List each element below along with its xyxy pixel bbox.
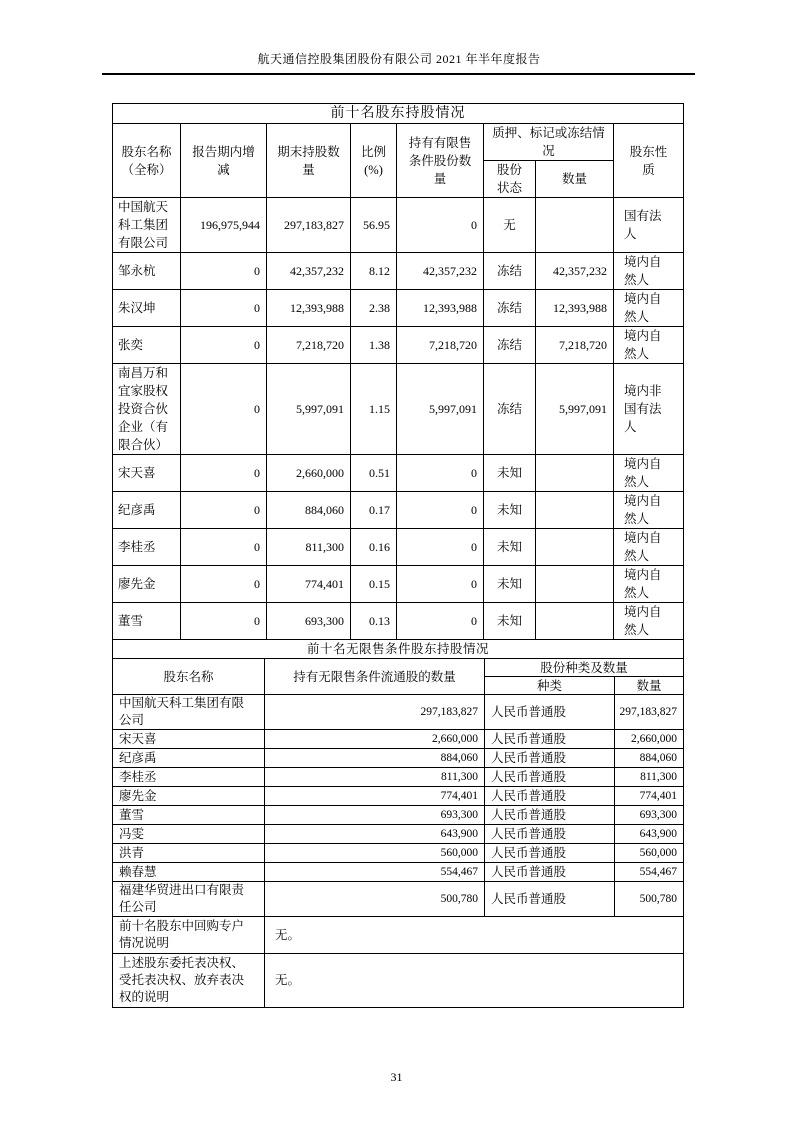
cell-end-holdings: 811,300 (267, 529, 351, 566)
cell-end-holdings: 297,183,827 (267, 198, 351, 253)
table-row (113, 695, 684, 730)
table-row (113, 863, 684, 882)
cell-shareholder-name: 朱汉坤 (113, 290, 181, 327)
cell-period-change: 0 (181, 529, 267, 566)
cell-shareholder-name: 中国航天科工集团有限公司 (113, 695, 265, 730)
table2-header-row-1 (113, 659, 684, 677)
cell-period-change: 0 (181, 253, 267, 290)
cell-shareholder-name: 宋天喜 (113, 730, 265, 749)
cell-shareholder-name: 冯雯 (113, 825, 265, 844)
cell-shareholder-nature: 境内自然人 (614, 529, 684, 566)
cell-shareholder-nature: 境内自然人 (614, 566, 684, 603)
table-row (113, 290, 684, 327)
cell-shareholder-name: 李桂丞 (113, 529, 181, 566)
cell-shareholder-name: 董雪 (113, 603, 181, 640)
cell-shareholder-name: 张奕 (113, 327, 181, 364)
cell-share-qty: 774,401 (615, 787, 684, 806)
note-value-repurchase: 无。 (265, 917, 684, 954)
cell-ratio: 0.51 (351, 455, 397, 492)
table1-header-row-1 (113, 124, 684, 161)
page-header-title: 航天通信控股集团股份有限公司 2021 年半年度报告 (257, 52, 541, 66)
col-header-restricted-shares: 持有有限售条件股份数量 (397, 124, 484, 198)
table2-body (113, 695, 684, 917)
cell-period-change: 0 (181, 566, 267, 603)
table-row (113, 327, 684, 364)
cell-share-qty: 2,660,000 (615, 730, 684, 749)
note-row-repurchase (113, 917, 684, 954)
cell-shareholder-name: 廖先金 (113, 787, 265, 806)
cell-end-holdings: 42,357,232 (267, 253, 351, 290)
table-row (113, 364, 684, 455)
table-row (113, 806, 684, 825)
table-row (113, 844, 684, 863)
col-header-shareholder-name: 股东名称 (113, 659, 265, 695)
table-row (113, 455, 684, 492)
cell-pledge-status: 未知 (484, 529, 536, 566)
cell-share-qty: 643,900 (615, 825, 684, 844)
table-row (113, 787, 684, 806)
table-row (113, 749, 684, 768)
cell-shareholder-name: 洪青 (113, 844, 265, 863)
cell-free-float-qty: 884,060 (265, 749, 485, 768)
cell-pledge-status: 冻结 (484, 290, 536, 327)
cell-share-qty: 560,000 (615, 844, 684, 863)
header-rule (102, 73, 695, 75)
cell-shareholder-name: 李桂丞 (113, 768, 265, 787)
cell-pledge-qty: 12,393,988 (536, 290, 614, 327)
cell-share-qty: 554,467 (615, 863, 684, 882)
col-header-pledge-group: 质押、标记或冻结情况 (484, 124, 614, 161)
table1-title: 前十名股东持股情况 (113, 104, 684, 124)
cell-pledge-status: 未知 (484, 566, 536, 603)
cell-restricted-shares: 0 (397, 455, 484, 492)
table-row (113, 768, 684, 787)
table-row (113, 492, 684, 529)
cell-ratio: 2.38 (351, 290, 397, 327)
cell-period-change: 0 (181, 455, 267, 492)
cell-share-type: 人民币普通股 (485, 825, 615, 844)
cell-shareholder-nature: 境内非国有法人 (614, 364, 684, 455)
cell-ratio: 56.95 (351, 198, 397, 253)
table-row (113, 603, 684, 640)
col-header-pledge-status: 股份状态 (484, 161, 536, 198)
cell-restricted-shares: 0 (397, 603, 484, 640)
cell-shareholder-nature: 国有法人 (614, 198, 684, 253)
cell-end-holdings: 5,997,091 (267, 364, 351, 455)
table1-body (113, 198, 684, 640)
shareholding-tables (112, 103, 684, 1008)
col-header-period-change: 报告期内增减 (181, 124, 267, 198)
cell-share-qty: 884,060 (615, 749, 684, 768)
col-header-free-float-qty: 持有无限售条件流通股的数量 (265, 659, 485, 695)
cell-pledge-status: 冻结 (484, 364, 536, 455)
cell-ratio: 0.13 (351, 603, 397, 640)
cell-end-holdings: 12,393,988 (267, 290, 351, 327)
cell-period-change: 0 (181, 290, 267, 327)
cell-share-type: 人民币普通股 (485, 844, 615, 863)
cell-restricted-shares: 0 (397, 198, 484, 253)
cell-period-change: 196,975,944 (181, 198, 267, 253)
cell-restricted-shares: 42,357,232 (397, 253, 484, 290)
cell-ratio: 8.12 (351, 253, 397, 290)
cell-period-change: 0 (181, 492, 267, 529)
table2-title-row (113, 640, 684, 659)
cell-ratio: 1.15 (351, 364, 397, 455)
cell-share-type: 人民币普通股 (485, 882, 615, 917)
table-row (113, 529, 684, 566)
cell-free-float-qty: 811,300 (265, 768, 485, 787)
cell-share-type: 人民币普通股 (485, 806, 615, 825)
cell-pledge-qty (536, 566, 614, 603)
cell-pledge-status: 冻结 (484, 327, 536, 364)
note-label-voting-rights: 上述股东委托表决权、受托表决权、放弃表决权的说明 (113, 954, 265, 1008)
note-row-voting-rights (113, 954, 684, 1008)
table-row (113, 825, 684, 844)
cell-end-holdings: 774,401 (267, 566, 351, 603)
table-row (113, 882, 684, 917)
cell-restricted-shares: 0 (397, 492, 484, 529)
cell-share-qty: 693,300 (615, 806, 684, 825)
cell-shareholder-name: 董雪 (113, 806, 265, 825)
cell-free-float-qty: 554,467 (265, 863, 485, 882)
cell-shareholder-nature: 境内自然人 (614, 253, 684, 290)
cell-end-holdings: 2,660,000 (267, 455, 351, 492)
cell-shareholder-name: 廖先金 (113, 566, 181, 603)
cell-share-type: 人民币普通股 (485, 749, 615, 768)
cell-pledge-qty (536, 492, 614, 529)
cell-restricted-shares: 0 (397, 529, 484, 566)
cell-pledge-status: 未知 (484, 603, 536, 640)
cell-free-float-qty: 2,660,000 (265, 730, 485, 749)
cell-ratio: 1.38 (351, 327, 397, 364)
unrestricted-shareholders-table (112, 639, 684, 1008)
cell-ratio: 0.15 (351, 566, 397, 603)
cell-pledge-status: 未知 (484, 492, 536, 529)
cell-share-qty: 811,300 (615, 768, 684, 787)
cell-restricted-shares: 7,218,720 (397, 327, 484, 364)
cell-pledge-qty: 5,997,091 (536, 364, 614, 455)
cell-end-holdings: 884,060 (267, 492, 351, 529)
col-header-end-holdings: 期末持股数量 (267, 124, 351, 198)
top-ten-shareholders-table (112, 103, 684, 640)
cell-shareholder-nature: 境内自然人 (614, 327, 684, 364)
page-number: 31 (390, 1070, 403, 1084)
cell-share-type: 人民币普通股 (485, 730, 615, 749)
cell-restricted-shares: 12,393,988 (397, 290, 484, 327)
cell-pledge-qty (536, 455, 614, 492)
cell-restricted-shares: 5,997,091 (397, 364, 484, 455)
col-header-share-qty: 数量 (615, 677, 684, 695)
cell-shareholder-name: 中国航天科工集团有限公司 (113, 198, 181, 253)
cell-shareholder-nature: 境内自然人 (614, 492, 684, 529)
cell-free-float-qty: 297,183,827 (265, 695, 485, 730)
cell-shareholder-name: 福建华贸进出口有限责任公司 (113, 882, 265, 917)
cell-shareholder-name: 纪彦禹 (113, 492, 181, 529)
cell-shareholder-name: 宋天喜 (113, 455, 181, 492)
cell-shareholder-name: 赖春慧 (113, 863, 265, 882)
table2-title: 前十名无限售条件股东持股情况 (113, 640, 684, 659)
cell-free-float-qty: 693,300 (265, 806, 485, 825)
cell-free-float-qty: 500,780 (265, 882, 485, 917)
cell-pledge-status: 未知 (484, 455, 536, 492)
table-row (113, 566, 684, 603)
cell-share-qty: 500,780 (615, 882, 684, 917)
cell-ratio: 0.16 (351, 529, 397, 566)
cell-shareholder-name: 邹永杭 (113, 253, 181, 290)
cell-share-type: 人民币普通股 (485, 695, 615, 730)
cell-pledge-qty: 7,218,720 (536, 327, 614, 364)
col-header-ratio: 比例(%) (351, 124, 397, 198)
cell-pledge-qty (536, 529, 614, 566)
col-header-shareholder-name: 股东名称（全称） (113, 124, 181, 198)
col-header-shareholder-nature: 股东性质 (614, 124, 684, 198)
cell-period-change: 0 (181, 603, 267, 640)
col-header-pledge-qty: 数量 (536, 161, 614, 198)
table1-title-row (113, 104, 684, 124)
cell-shareholder-nature: 境内自然人 (614, 455, 684, 492)
cell-restricted-shares: 0 (397, 566, 484, 603)
cell-pledge-status: 无 (484, 198, 536, 253)
cell-shareholder-name: 南昌万和宜家股权投资合伙企业（有限合伙） (113, 364, 181, 455)
cell-free-float-qty: 774,401 (265, 787, 485, 806)
cell-share-qty: 297,183,827 (615, 695, 684, 730)
cell-ratio: 0.17 (351, 492, 397, 529)
cell-free-float-qty: 643,900 (265, 825, 485, 844)
cell-share-type: 人民币普通股 (485, 787, 615, 806)
note-label-repurchase: 前十名股东中回购专户情况说明 (113, 917, 265, 954)
cell-pledge-status: 冻结 (484, 253, 536, 290)
cell-pledge-qty (536, 603, 614, 640)
cell-shareholder-name: 纪彦禹 (113, 749, 265, 768)
cell-shareholder-nature: 境内自然人 (614, 603, 684, 640)
col-header-share-type-group: 股份种类及数量 (485, 659, 684, 677)
table-row (113, 253, 684, 290)
cell-share-type: 人民币普通股 (485, 863, 615, 882)
cell-shareholder-nature: 境内自然人 (614, 290, 684, 327)
cell-pledge-qty (536, 198, 614, 253)
cell-pledge-qty: 42,357,232 (536, 253, 614, 290)
cell-end-holdings: 7,218,720 (267, 327, 351, 364)
table-row (113, 198, 684, 253)
cell-share-type: 人民币普通股 (485, 768, 615, 787)
col-header-share-type: 种类 (485, 677, 615, 695)
cell-end-holdings: 693,300 (267, 603, 351, 640)
cell-period-change: 0 (181, 364, 267, 455)
cell-free-float-qty: 560,000 (265, 844, 485, 863)
note-value-voting-rights: 无。 (265, 954, 684, 1008)
cell-period-change: 0 (181, 327, 267, 364)
table-row (113, 730, 684, 749)
